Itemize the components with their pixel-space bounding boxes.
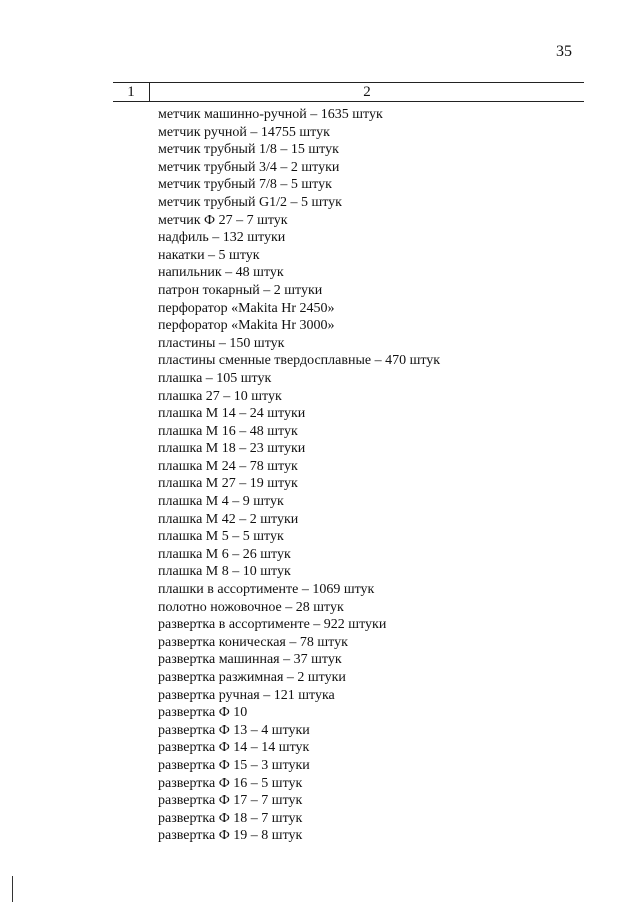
list-item: перфоратор «Makita Hr 3000» bbox=[158, 318, 335, 334]
page-number: 35 bbox=[556, 43, 572, 60]
list-item: плашка М 8 – 10 штук bbox=[158, 564, 291, 580]
list-item: развертка Ф 17 – 7 штук bbox=[158, 793, 303, 809]
table-header bbox=[113, 82, 584, 102]
list-item: метчик трубный 7/8 – 5 штук bbox=[158, 177, 332, 193]
list-item: плашка М 27 – 19 штук bbox=[158, 476, 298, 492]
list-item: метчик машинно-ручной – 1635 штук bbox=[158, 107, 383, 122]
list-item: плашка – 105 штук bbox=[158, 370, 272, 386]
list-item: пластины – 150 штук bbox=[158, 335, 285, 351]
list-item: развертка Ф 10 bbox=[158, 705, 248, 721]
list-item: плашка М 14 – 24 штуки bbox=[158, 406, 306, 422]
list-item: развертка Ф 19 – 8 штук bbox=[158, 828, 303, 844]
list-item: плашка М 5 – 5 штук bbox=[158, 529, 284, 545]
list-item: метчик трубный 3/4 – 2 штуки bbox=[158, 159, 340, 175]
item-list bbox=[158, 106, 440, 845]
list-item: пластины сменные твердосплавные – 470 штук bbox=[158, 353, 441, 369]
list-item: развертка Ф 18 – 7 штук bbox=[158, 810, 303, 826]
list-item: метчик ручной – 14755 штук bbox=[158, 124, 330, 140]
list-item: развертка Ф 16 – 5 штук bbox=[158, 775, 303, 791]
list-item: развертка разжимная – 2 штуки bbox=[158, 670, 346, 685]
column-1-header: 1 bbox=[127, 84, 135, 100]
list-item: развертка ручная – 121 штука bbox=[158, 687, 335, 703]
list-item: плашка М 24 – 78 штук bbox=[158, 458, 298, 474]
list-item: метчик Ф 27 – 7 штук bbox=[158, 212, 288, 228]
list-item: напильник – 48 штук bbox=[158, 265, 284, 281]
list-item: развертка Ф 14 – 14 штук bbox=[158, 740, 310, 756]
list-item: плашки в ассортименте – 1069 штук bbox=[158, 582, 375, 598]
list-item: плашка М 4 – 9 штук bbox=[158, 494, 284, 510]
column-2-header: 2 bbox=[363, 84, 371, 100]
list-item: перфоратор «Makita Hr 2450» bbox=[158, 300, 335, 316]
list-item: развертка в ассортименте – 922 штуки bbox=[158, 617, 387, 633]
list-item: плашка М 42 – 2 штуки bbox=[158, 511, 299, 527]
list-item: метчик трубный G1/2 – 5 штук bbox=[158, 194, 342, 210]
margin-line bbox=[12, 876, 13, 902]
list-item: накатки – 5 штук bbox=[158, 247, 260, 263]
list-item: развертка Ф 15 – 3 штуки bbox=[158, 757, 310, 773]
list-item: развертка Ф 13 – 4 штуки bbox=[158, 722, 310, 738]
list-item: плашка М 16 – 48 штук bbox=[158, 423, 298, 439]
list-item: плашка М 6 – 26 штук bbox=[158, 546, 291, 562]
list-item: плашка 27 – 10 штук bbox=[158, 388, 282, 404]
list-item: плашка М 18 – 23 штуки bbox=[158, 441, 306, 457]
list-item: развертка коническая – 78 штук bbox=[158, 634, 348, 650]
list-item: патрон токарный – 2 штуки bbox=[158, 282, 323, 298]
list-item: надфиль – 132 штуки bbox=[158, 230, 286, 246]
list-item: развертка машинная – 37 штук bbox=[158, 652, 342, 668]
list-item: метчик трубный 1/8 – 15 штук bbox=[158, 142, 339, 158]
list-item: полотно ножовочное – 28 штук bbox=[158, 599, 344, 615]
